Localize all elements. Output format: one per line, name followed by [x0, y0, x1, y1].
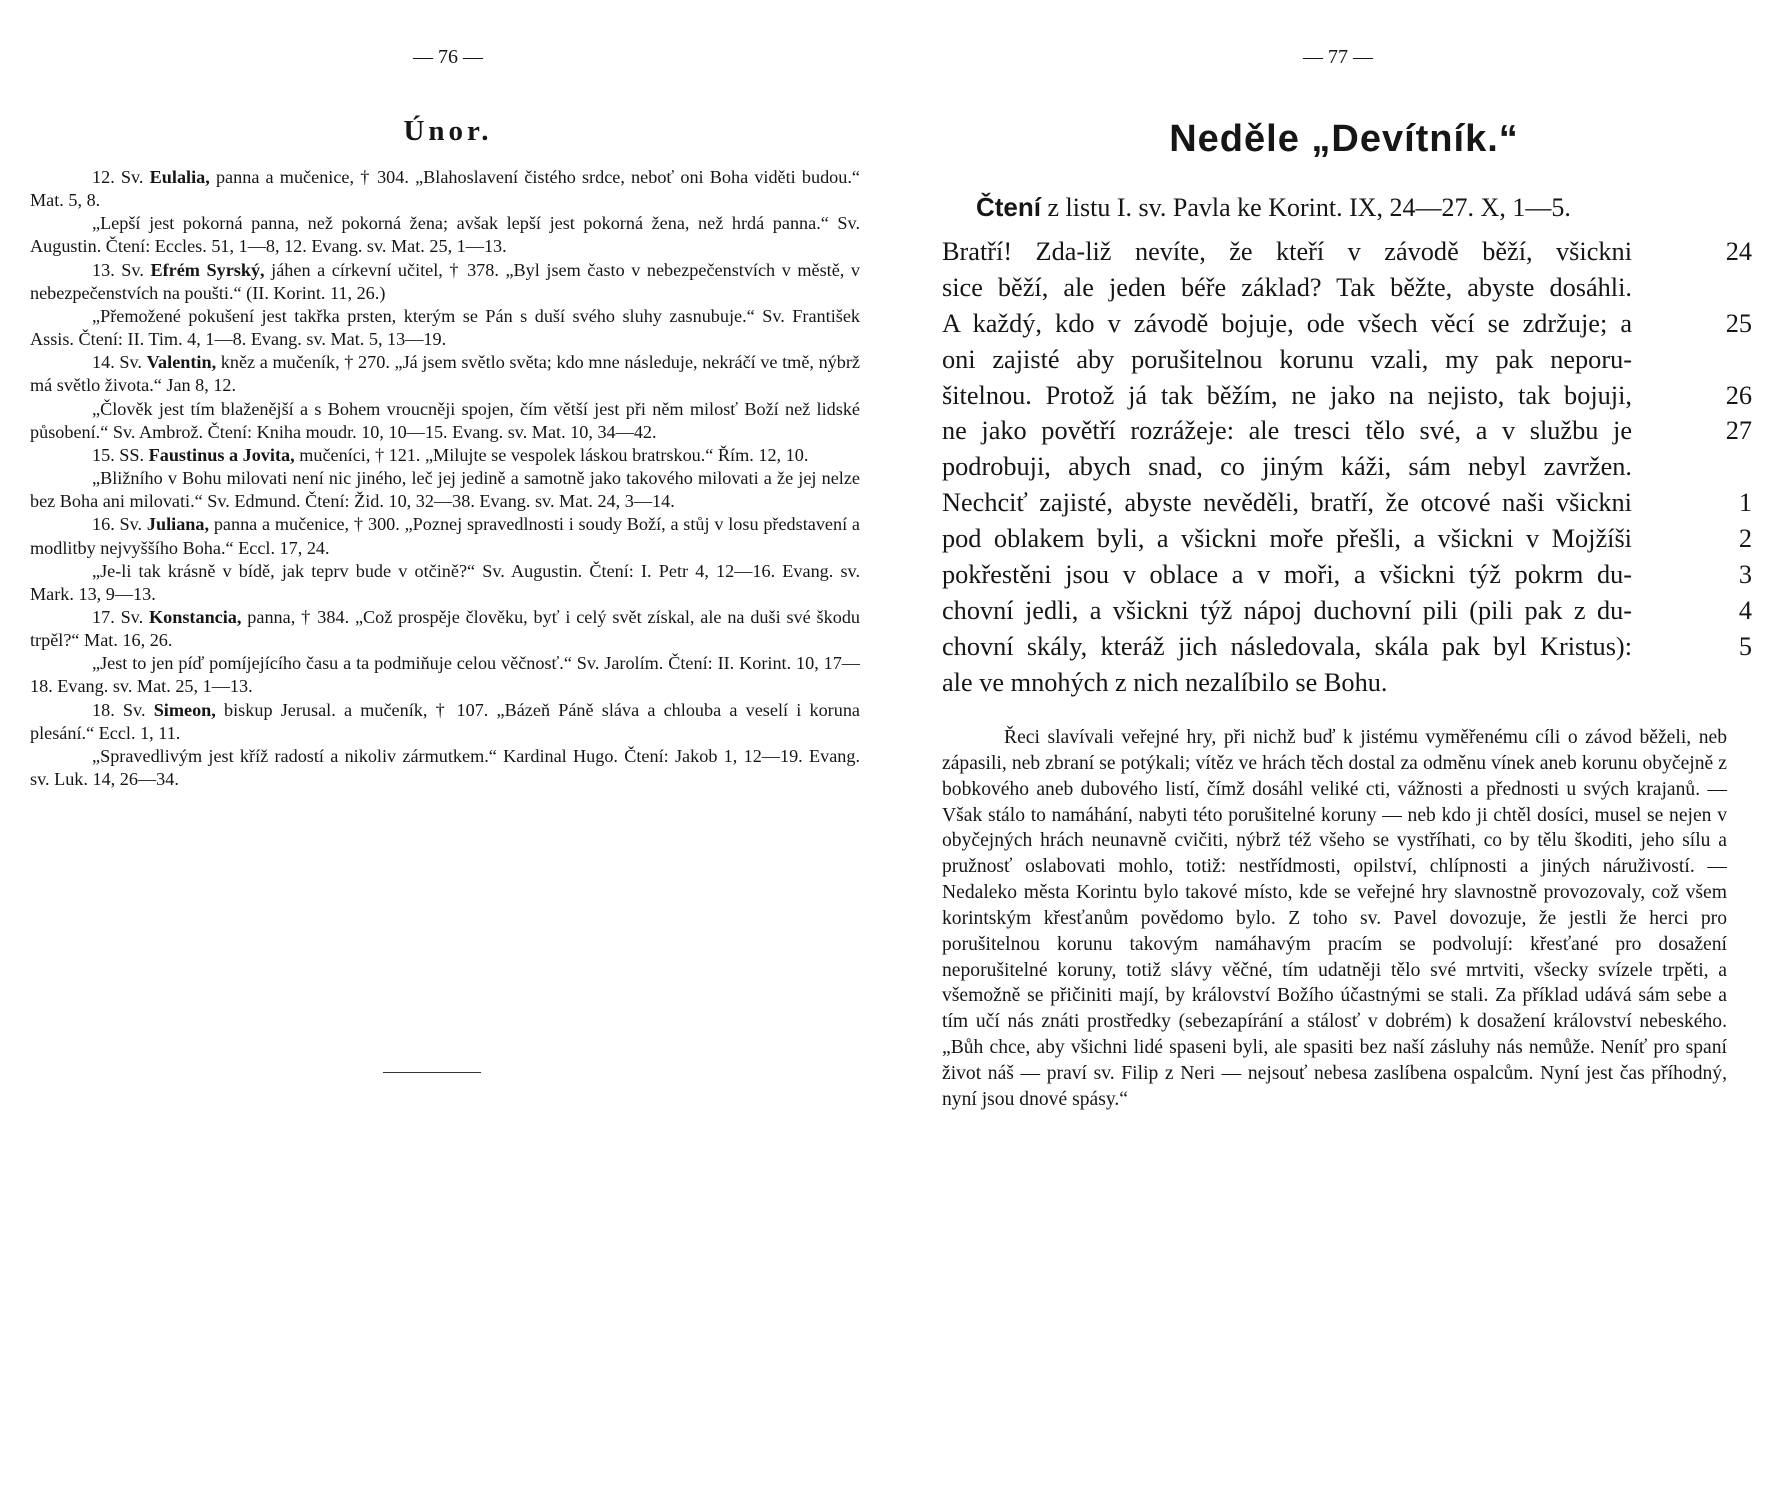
verse-text: chovní jedli, a všickni týž nápoj duchovní pili (pili pak z du-: [942, 595, 1632, 625]
entry-text: panna a mučenice, † 304. „Blahoslavení čistého srdce, neboť oni Boha viděti budou.“ Mat. 5, 8.: [30, 167, 860, 211]
page-number-right: — 77 —: [1303, 46, 1373, 68]
saint-name: Eulalia,: [149, 167, 210, 187]
entry-day: 12. Sv.: [92, 167, 150, 187]
saint-quote: „Spravedlivým jest kříž radostí a nikoliv zármutkem.“ Kardinal Hugo. Čtení: Jakob 1, 12—19. Evang. sv. Luk. 14, 26—34.: [30, 745, 860, 790]
verse-line: [942, 521, 1752, 557]
commentary: [942, 725, 1727, 1113]
saint-quote: „Bližního v Bohu milovati není nic jiného, leč jej jedině a samotně jako takového milovati a že jej nelze bez Boha ani milovati.“ Sv. Edmund. Čtení: Žid. 10, 32—38. Evang. sv. Mat. 24, 3—14.: [30, 468, 860, 512]
entry-text: biskup Jerusal. a mučeník, † 107. „Bázeň Páně sláva a chlouba a veselí i koruna plesání.“ Eccl. 1, 11.: [30, 699, 860, 743]
saint-quote: „Je-li tak krásně v bídě, jak teprv bude v otčině?“ Sv. Augustin. Čtení: I. Petr 4, 12—16. Evang. sv. Mark. 13, 9—13.: [30, 560, 860, 604]
saint-quote: „Přemožené pokušení jest takřka prsten, kterým se Pán s duší svého sluhy zasnubuje.“ Sv. František Assis. Čtení: II. Tim. 4, 1—8. Evang. sv. Mat. 5, 13—19.: [30, 305, 860, 350]
right-page: [896, 0, 1792, 1500]
entry-day: 16. Sv.: [92, 514, 147, 535]
verse-number: 25: [1725, 308, 1752, 338]
verse-line: [942, 665, 1752, 701]
saint-name: Faustinus a Jovita,: [148, 444, 295, 465]
saint-entry: [30, 259, 860, 305]
verse-line: [942, 449, 1752, 485]
entry-day: 17. Sv.: [92, 606, 149, 627]
verse-text: ne jako povětří rozrážeje: ale tresci tělo své, a v službu je: [942, 416, 1632, 446]
verse-line: [942, 306, 1752, 342]
verse-line: [942, 413, 1752, 449]
month-heading: Únor.: [403, 115, 493, 147]
verse-text: ale ve mnohých z nich nezalíbilo se Bohu.: [942, 667, 1388, 697]
reading-reference: [976, 192, 1792, 223]
verse-text: oni zajisté aby porušitelnou korunu vzali, my pak neporu-: [942, 344, 1632, 374]
verse-line: [942, 593, 1752, 629]
verse-number: 4: [1738, 595, 1752, 625]
verse-line: [942, 234, 1752, 270]
saint-quote: „Jest to jen píď pomíjejícího času a ta podmiňuje celou věčnosť.“ Sv. Jarolím. Čtení: II. Korint. 10, 17—18. Evang. sv. Mat. 25, 1—13.: [30, 653, 860, 697]
verse-text: pokřestěni jsou v oblace a v moři, a všickni týž pokrm du-: [942, 560, 1632, 590]
saint-quote: „Lepší jest pokorná panna, než pokorná žena; avšak lepší jest pokorná žena, než hrdá panna.“ Sv. Augustin. Čtení: Eccles. 51, 1—8, 12. Evang. sv. Mat. 25, 1—13.: [30, 213, 860, 257]
reading-citation: z listu I. sv. Pavla ke Korint. IX, 24—27. X, 1—5.: [1041, 193, 1571, 222]
verse-number: 3: [1738, 560, 1752, 590]
verse-number: 2: [1738, 524, 1752, 554]
saint-entry: [30, 351, 860, 397]
entry-text: panna, † 384. „Což prospěje člověku, byť i celý svět získal, ale na duši své škodu trpěl?“ Mat. 16, 26.: [30, 606, 861, 651]
verse-number: 5: [1738, 631, 1752, 661]
verse-text: sice běží, ale jeden béře základ? Tak běžte, abyste dosáhli.: [942, 272, 1632, 302]
saint-entry: [30, 444, 860, 467]
verse-number: 26: [1725, 380, 1752, 410]
verse-text: šitelnou. Protož já tak běžím, ne jako na nejisto, tak bojuji,: [942, 380, 1632, 410]
saint-name: Juliana,: [146, 514, 210, 535]
page-number-left: — 76 —: [413, 46, 483, 68]
verse-line: [942, 485, 1752, 521]
verse-line: [942, 342, 1752, 378]
verse-number: 1: [1738, 488, 1752, 518]
entry-day: 18. Sv.: [92, 699, 154, 720]
verse-line: [942, 378, 1752, 414]
entry-text: panna a mučenice, † 300. „Poznej spravedlnosti i soudy Boží, a stůj v losu představení a modlitby nejvyššího Boha.“ Eccl. 17, 24.: [30, 514, 860, 558]
entry-text: kněz a mučeník, † 270. „Já jsem světlo světa; kdo mne následuje, nekráčí ve tmě, nýbrž má světlo života.“ Jan 8, 12.: [30, 352, 860, 396]
section-divider: [383, 1072, 481, 1073]
reading-label: Čtení: [976, 192, 1041, 222]
saint-entry: [30, 606, 860, 652]
verse-number: 24: [1725, 237, 1752, 266]
verse-line: [942, 557, 1752, 593]
saint-entry: [30, 166, 860, 212]
verse-text: Nechciť zajisté, abyste nevěděli, bratří, že otcové naši všickni: [942, 488, 1632, 518]
epistle-text: [942, 234, 1752, 701]
commentary-paragraph: Řeci slavívali veřejné hry, při nichž buď k jistému vyměřenému cíli o závod běželi, neb zápasili, neb zbraní se potýkali; vítěz ve hrách těch dostal za odměnu vínek aneb korunu obyčejně z bobkového aneb dubového listí, čímž dosáhl veliké cti, vážnosti a přednosti u svých krajanů. — Však stálo to namáhání, nabyti této porušitelné koruny — neb kdo ji chtěl dosíci, musel se nejen v obyčejných hrách neunavně cvičiti, nýbrž též všeho se vystříhati, co by tělu škoditi, jeho sílu a pružnosť oslabovati mohlo, totiž: nestřídmosti, opilství, chlípnosti a jiných náruživostí. — Nedaleko města Korintu bylo takové místo, kde se veřejné hry slavnostně provozovaly, což všem korintským křesťanům povědomo bylo. Z toho sv. Pavel dovozuje, že jestli že herci pro porušitelnou korunu takovým namáhavým pracím se podvolují: křesťané pro dosažení neporušitelné koruny, totiž slávy věčné, tím udatněji tělo své mrtviti, všecky svízele trpěti, a všemožně se přičiniti mají, by království Božího účastnými se stali. Za příklad udává sám sebe a tím učí nás znáti prostředky (sebezapírání a stálosť v dobrém) k dosažení království nebeského. „Bůh chce, aby všichni lidé spaseni byli, ale spasiti bez naší zásluhy nás nemůže. Neníť pro spaní život náš — praví sv. Filip z Neri — nejsouť nebesa zaslíbena ospalcům. Nyní jest čas příhodný, nyní jsou dnové spásy.“: [942, 727, 1727, 1110]
verse-number: 27: [1725, 416, 1752, 446]
verse-line: [942, 629, 1752, 665]
verse-text: podrobuji, abych snad, co jiným káži, sám nebyl zavržen.: [942, 452, 1632, 482]
saint-quote: „Člověk jest tím blaženější a s Bohem vroucněji spojen, čím větší jest při něm milosť Boží než lidské působení.“ Sv. Ambrož. Čtení: Kniha moudr. 10, 10—15. Evang. sv. Mat. 10, 34—42.: [30, 398, 860, 442]
saint-name: Valentin,: [146, 352, 217, 373]
sunday-title: Neděle „Devítník.“: [1169, 118, 1519, 160]
saint-name: Konstancia,: [148, 606, 242, 627]
verse-line: [942, 270, 1752, 306]
saints-calendar: [30, 166, 860, 791]
saint-entry: [30, 699, 860, 745]
verse-text: pod oblakem byli, a všickni moře přešli, a všickni v Mojžíši: [942, 524, 1632, 554]
entry-day: 14. Sv.: [92, 352, 147, 373]
entry-text: mučeníci, † 121. „Milujte se vespolek láskou bratrskou.“ Řím. 12, 10.: [294, 444, 809, 465]
saint-name: Simeon,: [153, 699, 216, 720]
saint-entry: [30, 513, 860, 559]
verse-text: chovní skály, kteráž jich následovala, skála pak byl Kristus):: [942, 631, 1632, 661]
verse-text: A každý, kdo v závodě bojuje, ode všech věcí se zdržuje; a: [942, 308, 1632, 338]
saint-name: Efrém Syrský,: [150, 259, 265, 280]
entry-text: jáhen a církevní učitel, † 378. „Byl jsem často v nebezpečenstvích v městě, v nebezpečenstvích na poušti.“ (II. Korint. 11, 26.): [30, 259, 860, 303]
entry-day: 13. Sv.: [92, 259, 151, 280]
verse-text: Bratří! Zda-liž nevíte, že kteří v závodě běží, všickni: [942, 237, 1632, 266]
entry-day: 15. SS.: [92, 444, 149, 465]
